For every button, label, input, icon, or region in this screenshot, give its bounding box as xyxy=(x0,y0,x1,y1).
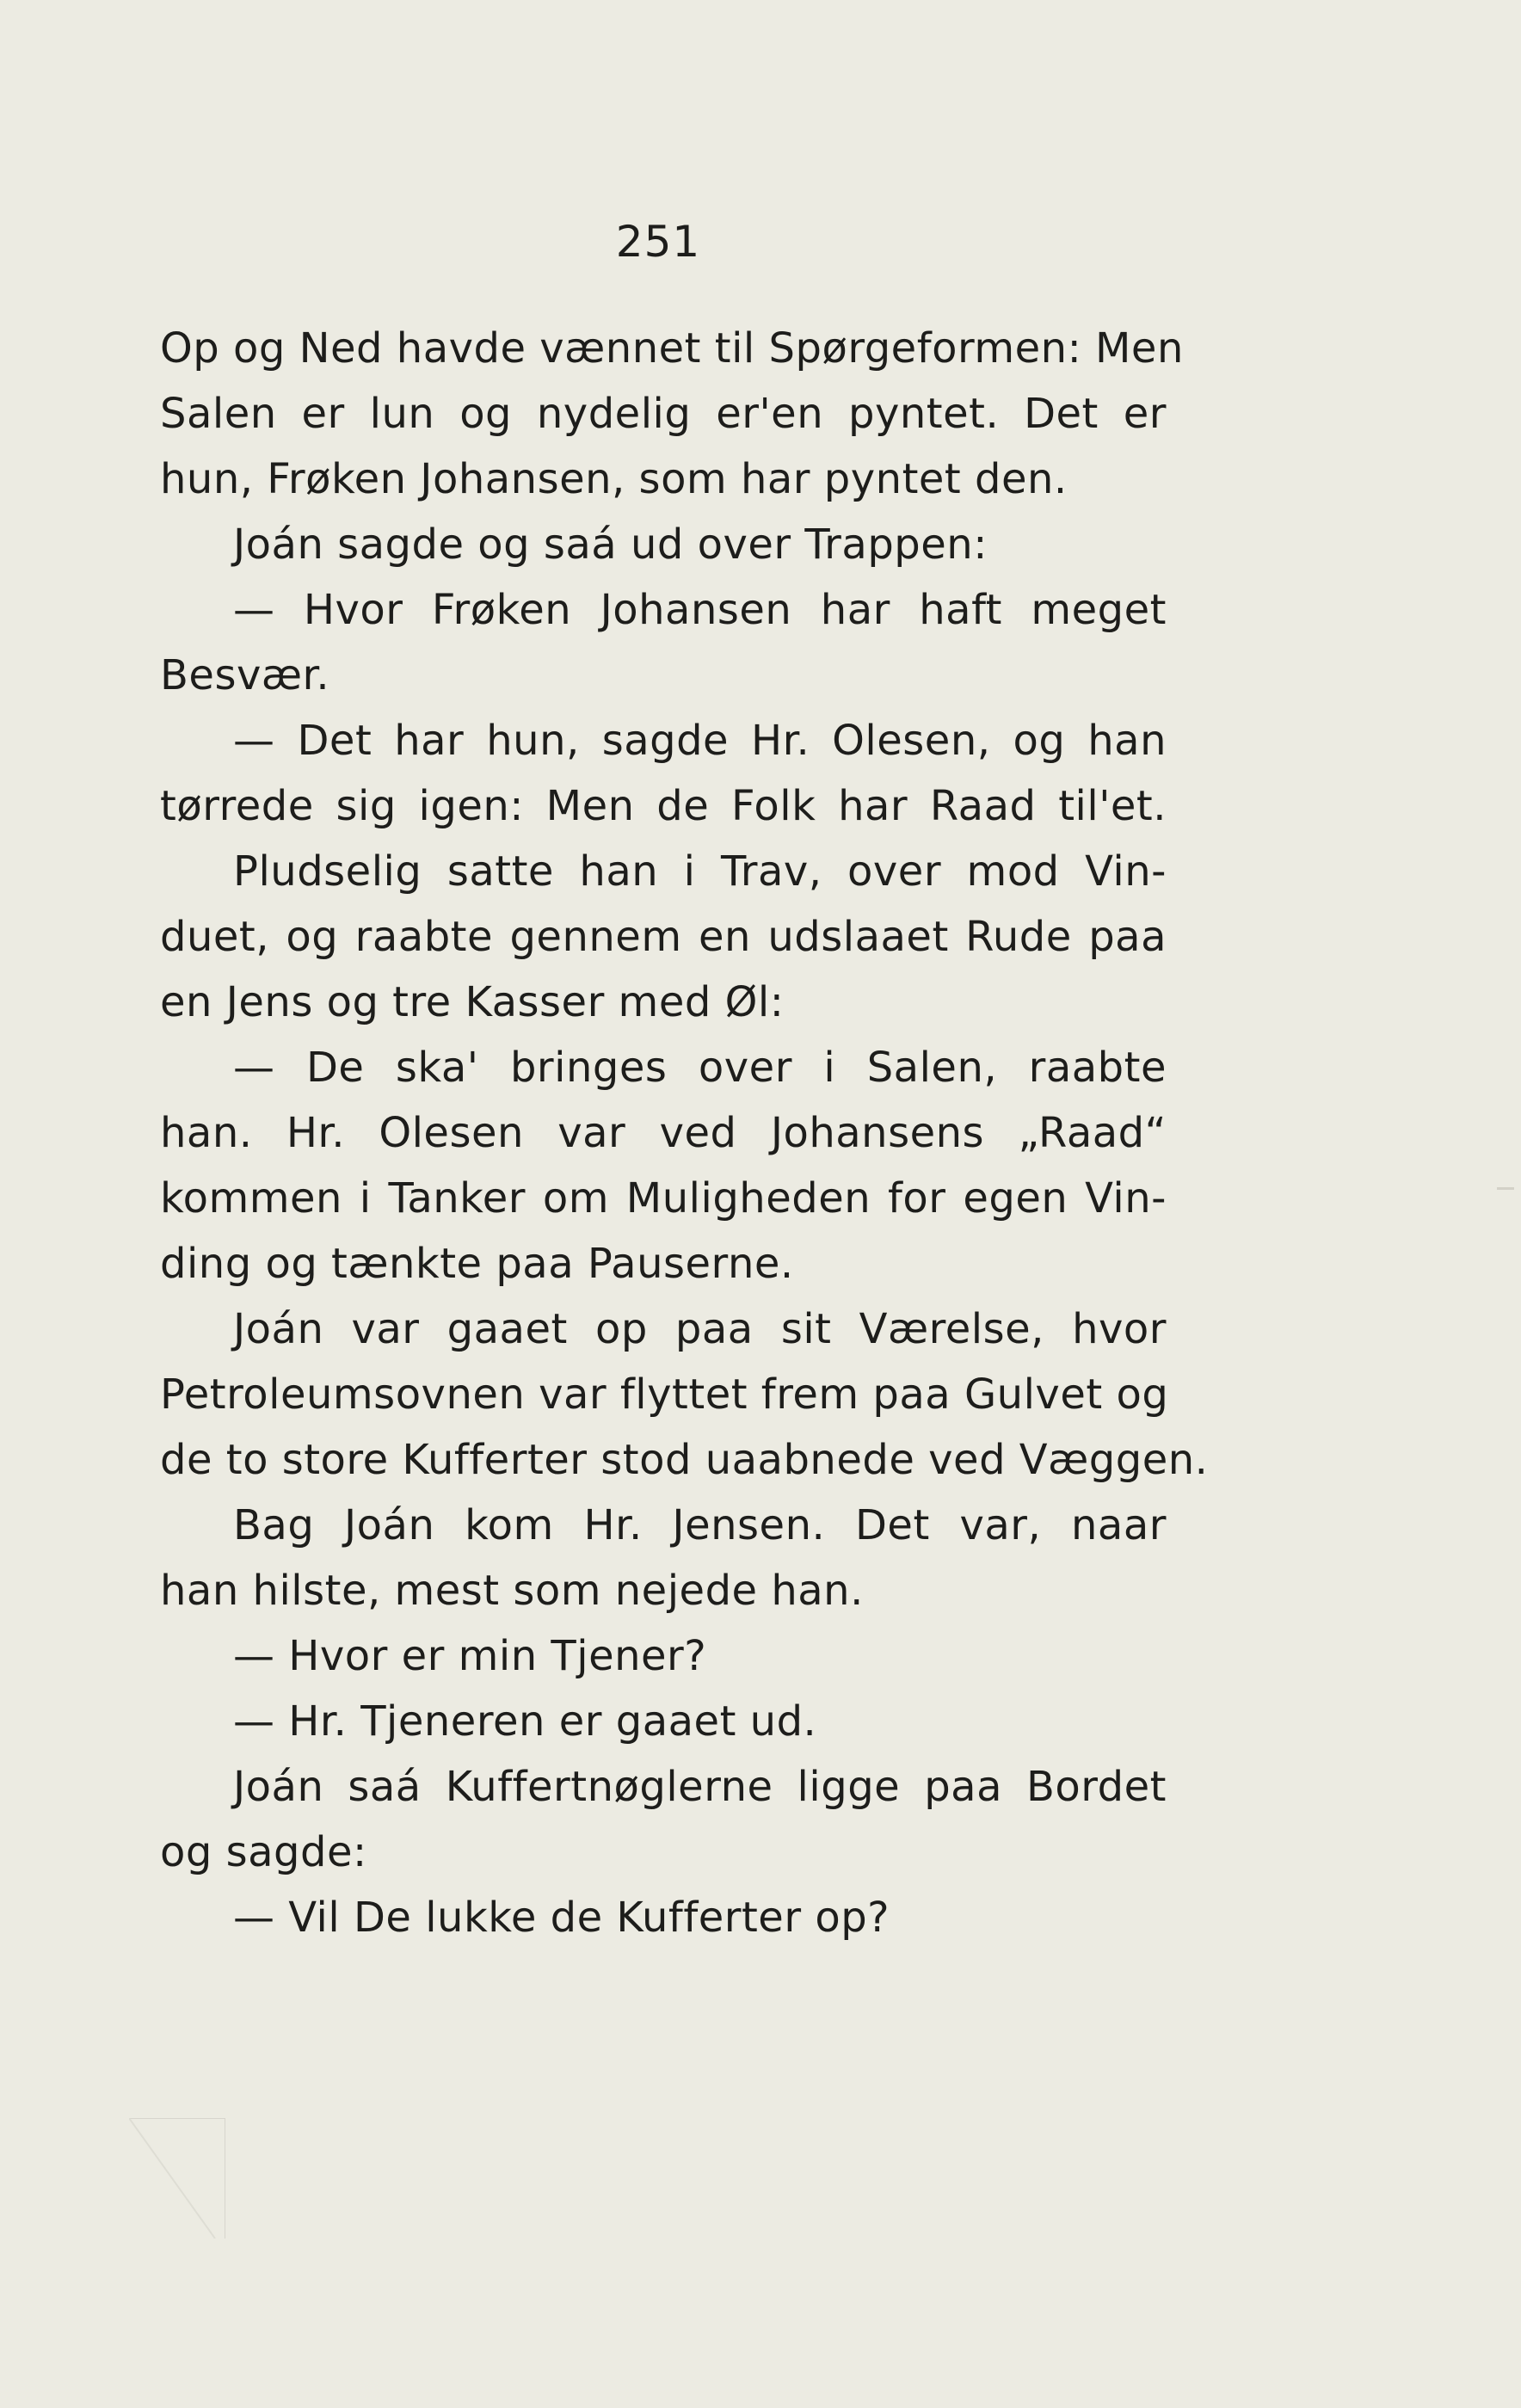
text-line: Op og Ned havde vænnet til Spørgeformen: Men xyxy=(160,324,1184,373)
body-text xyxy=(160,316,1209,1950)
text-line: Joán sagde og saá ud over Trappen: xyxy=(233,520,988,569)
text-line: de to store Kufferter stod uaabnede ved Væggen. xyxy=(160,1436,1209,1484)
text-line: — Hvor er min Tjener? xyxy=(233,1632,707,1680)
bleed-through-mark xyxy=(129,2118,225,2239)
text-line: — Det har hun, sagde Hr. Olesen, og han xyxy=(233,717,1167,765)
text-line: kommen i Tanker om Muligheden for egen Vin- xyxy=(160,1174,1167,1222)
text-line: hun, Frøken Johansen, som har pyntet den. xyxy=(160,455,1068,503)
text-line: — Hvor Frøken Johansen har haft meget xyxy=(233,586,1167,634)
text-line: en Jens og tre Kasser med Øl: xyxy=(160,978,785,1026)
text-line: Besvær. xyxy=(160,651,330,699)
text-line: Petroleumsovnen var flyttet frem paa Gulvet og xyxy=(160,1370,1169,1419)
text-line: ding og tænkte paa Pauserne. xyxy=(160,1240,794,1288)
page-number: 251 xyxy=(615,217,701,267)
text-line: duet, og raabte gennem en udslaaet Rude paa xyxy=(160,913,1167,961)
text-line: — De ska' bringes over i Salen, raabte xyxy=(233,1044,1167,1092)
text-line: han. Hr. Olesen var ved Johansens „Raad“ xyxy=(160,1109,1167,1157)
text-line: Joán var gaaet op paa sit Værelse, hvor xyxy=(233,1305,1167,1353)
text-line: han hilste, mest som nejede han. xyxy=(160,1567,864,1615)
text-line: Bag Joán kom Hr. Jensen. Det var, naar xyxy=(233,1501,1167,1549)
text-line: — Hr. Tjeneren er gaaet ud. xyxy=(233,1697,817,1746)
text-line: tørrede sig igen: Men de Folk har Raad til'et. xyxy=(160,782,1167,830)
text-line: Pludselig satte han i Trav, over mod Vin- xyxy=(233,847,1167,896)
text-line: — Vil De lukke de Kufferter op? xyxy=(233,1894,890,1942)
text-line: og sagde: xyxy=(160,1828,367,1876)
edge-mark xyxy=(1497,1187,1514,1190)
text-line: Joán saá Kuffertnøglerne ligge paa Bordet xyxy=(233,1763,1167,1811)
text-line: Salen er lun og nydelig er'en pyntet. Det er xyxy=(160,390,1167,438)
